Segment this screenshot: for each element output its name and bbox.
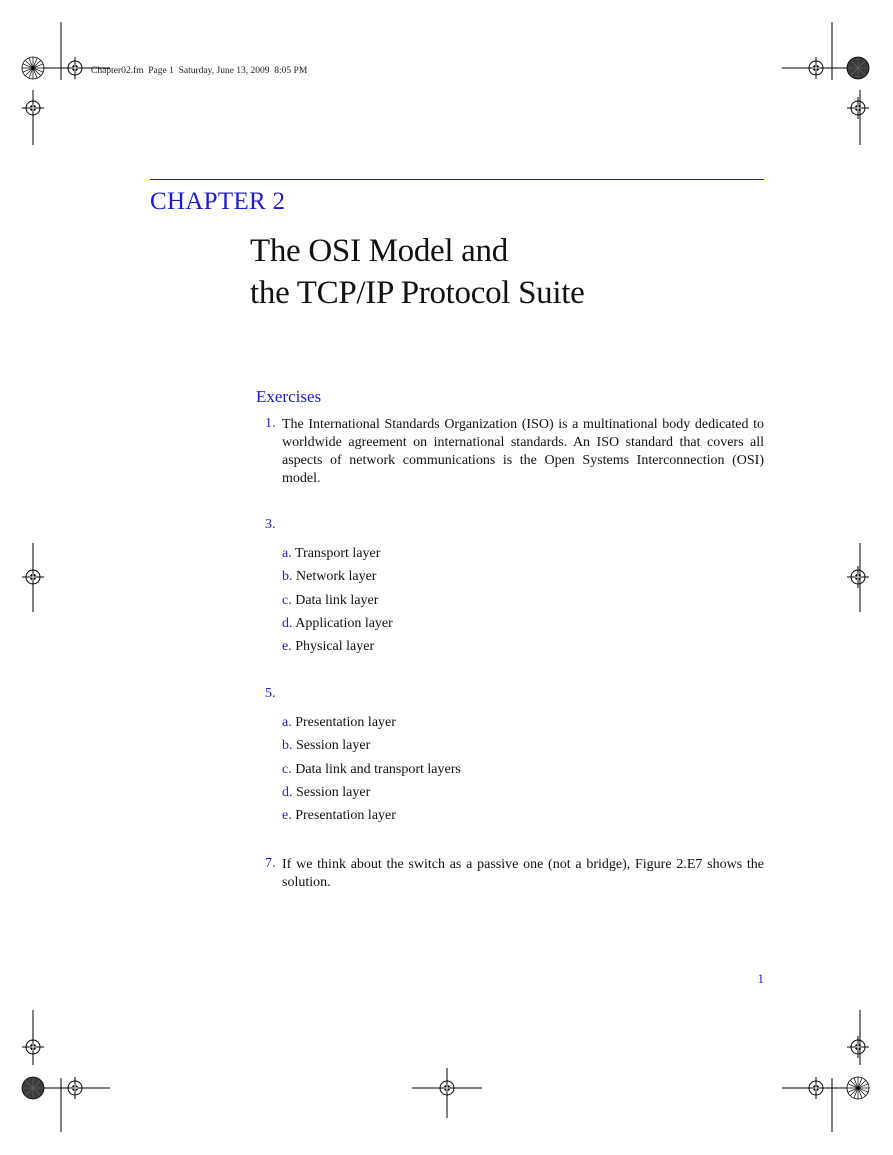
item-text: Presentation layer bbox=[295, 715, 396, 730]
exercise-text: The International Standards Organization (ISO) is a multinational body dedicated to worldwide agreement on international standards. An ISO standard that covers all aspects of network communications is the Open Systems Interconnection (OSI) model. bbox=[282, 417, 764, 486]
list-item bbox=[282, 616, 393, 632]
registration-mark-icon bbox=[64, 57, 86, 79]
item-text: Network layer bbox=[296, 569, 377, 584]
item-letter: e. bbox=[282, 639, 292, 654]
title-line: The OSI Model and bbox=[250, 233, 508, 269]
registration-mark-icon bbox=[847, 566, 869, 588]
item-letter: c. bbox=[282, 593, 292, 608]
chapter-label: CHAPTER 2 bbox=[150, 188, 286, 215]
list-item bbox=[282, 738, 370, 754]
exercise-number: 1. bbox=[265, 416, 276, 431]
list-item bbox=[282, 593, 378, 609]
list-item bbox=[282, 785, 370, 801]
title-line: the TCP/IP Protocol Suite bbox=[250, 275, 585, 311]
registration-mark-icon bbox=[847, 97, 869, 119]
list-item bbox=[282, 569, 376, 585]
item-text: Session layer bbox=[296, 785, 371, 800]
item-text: Presentation layer bbox=[295, 808, 396, 823]
registration-mark-icon bbox=[805, 1077, 827, 1099]
list-item bbox=[282, 762, 461, 778]
page-number: 1 bbox=[757, 971, 764, 986]
chapter-title bbox=[250, 230, 584, 314]
exercise-number: 3. bbox=[265, 517, 276, 532]
item-letter: a. bbox=[282, 715, 292, 730]
list-item bbox=[282, 546, 380, 562]
color-target-icon bbox=[847, 57, 869, 79]
color-target-icon bbox=[22, 1077, 44, 1099]
section-heading: Exercises bbox=[256, 387, 322, 406]
chapter-rule bbox=[150, 179, 764, 180]
registration-mark-icon bbox=[22, 1036, 44, 1058]
item-letter: d. bbox=[282, 785, 293, 800]
item-text: Data link and transport layers bbox=[295, 762, 461, 777]
registration-mark-icon bbox=[436, 1077, 458, 1099]
item-letter: a. bbox=[282, 546, 292, 561]
registration-mark-icon bbox=[22, 566, 44, 588]
item-letter: d. bbox=[282, 616, 293, 631]
item-letter: b. bbox=[282, 738, 293, 753]
item-text: Session layer bbox=[296, 738, 371, 753]
exercise-number: 5. bbox=[265, 686, 276, 701]
registration-mark-icon bbox=[847, 1036, 869, 1058]
list-item bbox=[282, 808, 396, 824]
registration-mark-icon bbox=[805, 57, 827, 79]
item-letter: c. bbox=[282, 762, 292, 777]
exercise-text: If we think about the switch as a passive one (not a bridge), Figure 2.E7 shows the solution. bbox=[282, 857, 764, 890]
item-text: Transport layer bbox=[294, 546, 381, 561]
registration-mark-icon bbox=[22, 97, 44, 119]
list-item bbox=[282, 639, 374, 655]
item-text: Application layer bbox=[295, 616, 393, 631]
item-letter: e. bbox=[282, 808, 292, 823]
list-item bbox=[282, 715, 396, 731]
item-text: Physical layer bbox=[295, 639, 375, 654]
item-text: Data link layer bbox=[295, 593, 379, 608]
color-target-icon bbox=[847, 1077, 869, 1099]
item-letter: b. bbox=[282, 569, 293, 584]
registration-mark-icon bbox=[64, 1077, 86, 1099]
slug-line: Chapter02.fm Page 1 Saturday, June 13, 2009 8:05 PM bbox=[91, 66, 308, 76]
color-target-icon bbox=[22, 57, 44, 79]
exercise-number: 7. bbox=[265, 856, 276, 871]
